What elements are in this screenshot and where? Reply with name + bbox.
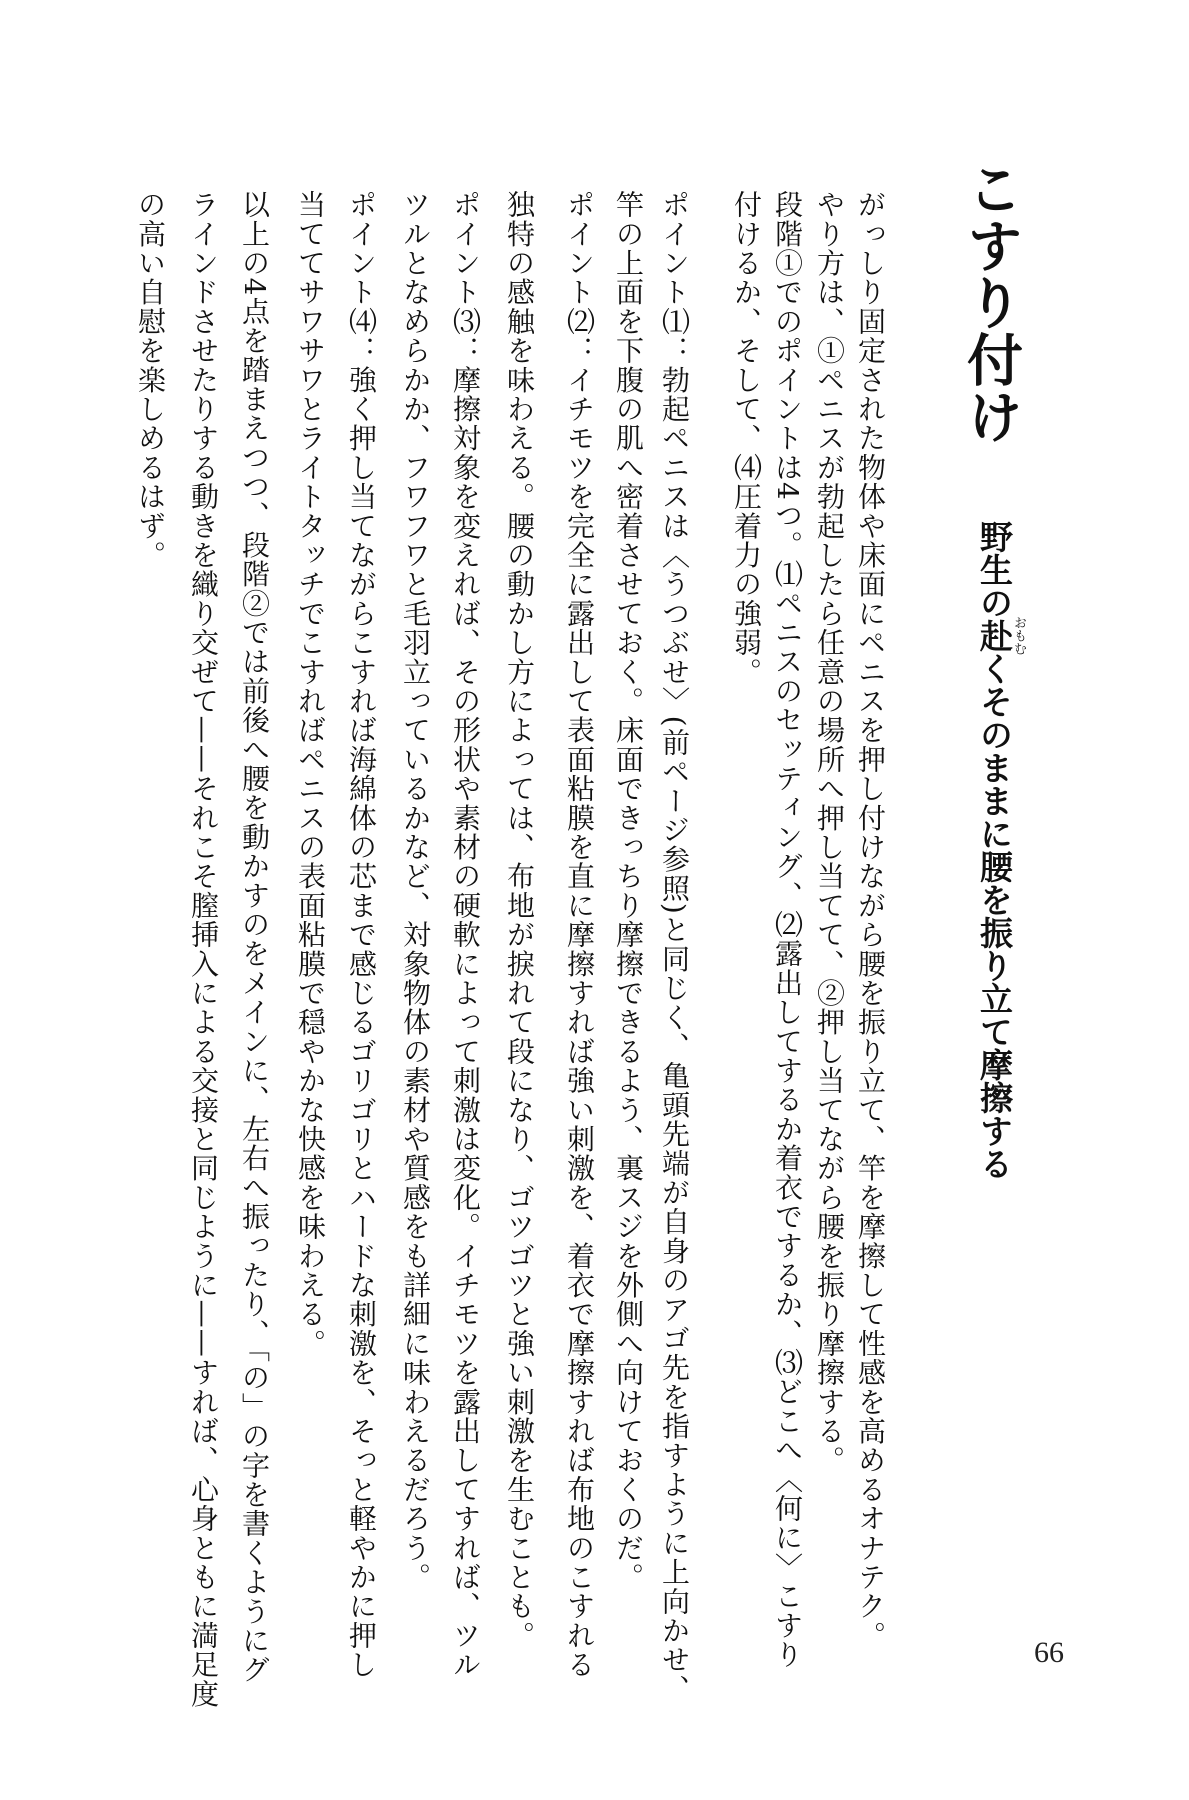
body-line: の高い自慰を楽しめるはず。 (134, 190, 167, 570)
body-line: 以上の4点を踏まえつつ、段階②では前後へ腰を動かすのをメインに、左右へ振ったり、「の」の字を書くようにグ (238, 190, 271, 1685)
page-title: こすり付け (958, 160, 1023, 445)
body-line: 段階①でのポイントは4つ。⑴ペニスのセッティング、⑵露出してするか着衣でするか、⑶どこへ〈何に〉こすり (771, 190, 804, 1670)
page-subtitle (975, 520, 1026, 1180)
subtitle-ruby-reading: おもむ (1011, 616, 1026, 655)
body-line: ポイント⑶：摩擦対象を変えれば、その形状や素材の硬軟によって刺激は変化。イチモツを露出してすれば、ツル (449, 190, 482, 1680)
body-line: 竿の上面を下腹の肌へ密着させておく。床面できっちり摩擦できるよう、裏スジを外側へ向けておくのだ。 (612, 190, 645, 1592)
body-line: やり方は、①ペニスが勃起したら任意の場所へ押し当てて、②押し当てながら腰を振り摩擦する。 (813, 190, 846, 1475)
body-line: ラインドさせたりする動きを織り交ぜて——それこそ膣挿入による交接と同じように——すれば、心身ともに満足度 (187, 190, 220, 1709)
body-line: がっしり固定された物体や床面にペニスを押し付けながら腰を振り立て、竿を摩擦して性感を高めるオナテク。 (854, 190, 887, 1650)
body-line: 付けるか、そして、⑷圧着力の強弱。 (730, 190, 763, 687)
body-line: ポイント⑷：強く押し当てながらこすれば海綿体の芯まで感じるゴリゴリとハードな刺激を、そっと軽やかに押し (345, 190, 378, 1680)
body-line: 独特の感触を味わえる。腰の動かし方によっては、布地が捩れて段になり、ゴツゴツと強い刺激を生むことも。 (503, 190, 536, 1650)
subtitle-ruby-base: 赴 (975, 616, 1014, 655)
page-number: 66 (1034, 1636, 1064, 1669)
subtitle-part-2: くそのままに腰を振り立て摩擦する (975, 652, 1014, 1180)
body-line: ポイント⑴：勃起ペニスは〈うつぶせ〉(前ページ参照)と同じく、亀頭先端が自身のアゴ先を指すように上向かせ、 (658, 190, 691, 1704)
body-line: ポイント⑵：イチモツを完全に露出して表面粘膜を直に摩擦すれば強い刺激を、着衣で摩擦すれば布地のこすれる (563, 190, 596, 1680)
body-line: ツルとなめらかか、フワフワと毛羽立っているかなど、対象物体の素材や質感をも詳細に味わえるだろう。 (399, 190, 432, 1592)
subtitle-ruby (975, 616, 1026, 655)
body-line: 当ててサワサワとライトタッチでこすればペニスの表面粘膜で穏やかな快感を味わえる。 (294, 190, 327, 1358)
subtitle-part-1: 野生の (975, 520, 1014, 619)
